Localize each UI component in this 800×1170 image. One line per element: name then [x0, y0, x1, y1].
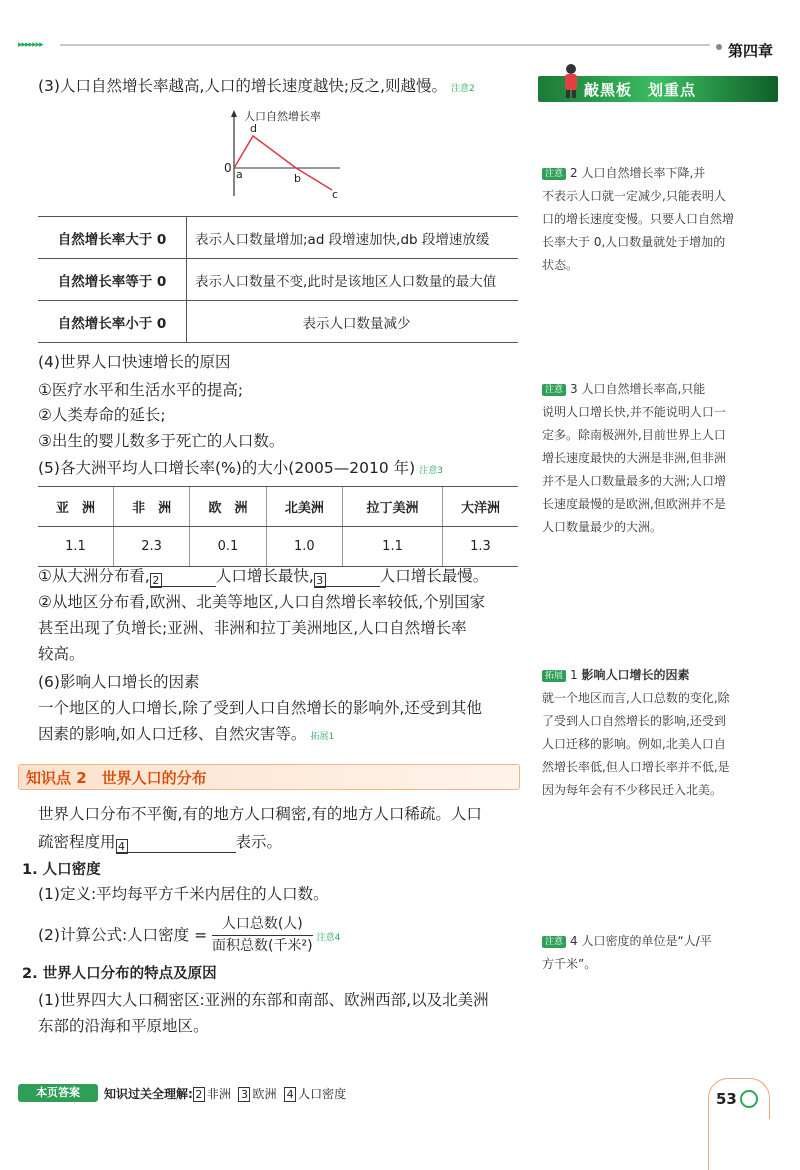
table-header-row: [38, 487, 518, 527]
header-arrows: ▸▸▸▸▸▸▸: [18, 40, 43, 50]
graph-label-a: a: [236, 168, 243, 181]
point6-line-2-wrap: [38, 724, 334, 748]
note-text: 并不是人口数量最多的大洲;人口增: [542, 474, 727, 488]
blank-number: 2: [150, 573, 162, 588]
table-header: 亚 洲: [38, 487, 113, 527]
note-tag: 注意: [542, 384, 566, 396]
blank-4[interactable]: [116, 836, 236, 853]
table-cell: 自然增长率等于 0: [38, 259, 187, 301]
fill-text: 人口增长最快,: [215, 567, 314, 585]
table-header: 北美洲: [266, 487, 342, 527]
ext-text: 了受到人口自然增长的影响,还受到: [542, 714, 726, 728]
dist-line-2: [38, 832, 282, 853]
table-header: 欧 洲: [190, 487, 266, 527]
note-4-box: [542, 930, 712, 976]
answers-line: [104, 1085, 346, 1102]
ext-title: 影响人口增长的因素: [581, 668, 690, 682]
note-3-box: [542, 378, 726, 539]
note-tag: 注意: [542, 168, 566, 180]
note-text: 人口自然增长率高,只能: [581, 382, 706, 396]
table-cell: 自然增长率小于 0: [38, 301, 187, 343]
note-text: 人口自然增长率下降,并: [581, 166, 706, 180]
knowledge-title: 知识点 2 世界人口的分布: [26, 769, 207, 787]
fill-line-3: 甚至出现了负增长;亚洲、非洲和拉丁美洲地区,人口自然增长率: [38, 619, 467, 637]
point4-item-2: ②人类寿命的延长;: [38, 406, 166, 424]
point6-line-1: 一个地区的人口增长,除了受到人口自然增长的影响外,还受到其他: [38, 699, 482, 717]
formula-denominator: 面积总数(千米²): [212, 938, 313, 954]
ext-tag: 拓展: [542, 670, 566, 682]
continent-growth-table: [38, 486, 518, 567]
point4-item-3: ③出生的婴儿数多于死亡的人口数。: [38, 432, 285, 450]
formula-fraction: [212, 914, 313, 957]
density-def: (1)定义:平均每平方千米内居住的人口数。: [38, 885, 329, 903]
banner-title: 敲黑板 划重点: [584, 81, 697, 99]
formula-prefix: (2)计算公式:人口密度 =: [38, 926, 208, 944]
table-row: [38, 217, 518, 259]
answer-number: 2: [193, 1087, 205, 1102]
note-text: 长速度最慢的是欧洲,但欧洲并不是: [542, 497, 726, 511]
note-tag: 注意: [542, 936, 566, 948]
answers-label: 知识过关全理解:: [104, 1087, 193, 1101]
graph-label-d: d: [250, 122, 257, 135]
answers-tag: 本页答案: [18, 1084, 98, 1102]
dist-line-1: 世界人口分布不平衡,有的地方人口稠密,有的地方人口稀疏。人口: [38, 805, 482, 823]
point3-text: [38, 76, 475, 100]
graph-label-b: b: [294, 172, 301, 185]
ext-num: 1: [570, 668, 578, 682]
table-cell: 0.1: [190, 527, 266, 567]
features-line-1: (1)世界四大人口稠密区:亚洲的东部和南部、欧洲西部,以及北美洲: [38, 991, 489, 1009]
table-row: [38, 259, 518, 301]
note-text: 口的增长速度变慢。只要人口自然增: [542, 212, 735, 226]
note-ref-4[interactable]: 注意4: [316, 933, 341, 943]
fill-line-1: [38, 566, 488, 587]
point6-title: (6)影响人口增长的因素: [38, 673, 200, 691]
point5-title-line: [38, 458, 443, 482]
table-header: 拉丁美洲: [343, 487, 443, 527]
note-text: 人口数量最少的大洲。: [542, 520, 663, 534]
table-cell: 表示人口数量增加;ad 段增速加快,db 段增速放缓: [187, 217, 519, 259]
growth-rate-graph: [220, 108, 350, 198]
features-heading: 2. 世界人口分布的特点及原因: [22, 966, 217, 982]
blank-number: 3: [314, 573, 326, 588]
ext-text: 就一个地区而言,人口总数的变化,除: [542, 691, 730, 705]
density-heading: 1. 人口密度: [22, 862, 101, 878]
answer-2: 非洲: [206, 1087, 231, 1101]
ext-1-title-line: [542, 664, 730, 687]
ext-1-box: [542, 664, 730, 802]
note-text: 定多。除南极洲外,目前世界上人口: [542, 428, 726, 442]
features-line-2: 东部的沿海和平原地区。: [38, 1017, 209, 1035]
density-formula: [38, 914, 340, 957]
teacher-icon: [560, 62, 582, 98]
ext-text: 因为每年会有不少移民迁入北美。: [542, 783, 723, 797]
fill-text: ①从大洲分布看,: [38, 567, 150, 585]
note-text: 长率大于 0,人口数量就处于增加的: [542, 235, 726, 249]
note-2-line-1: [542, 162, 734, 185]
note-text: 方千米”。: [542, 957, 597, 971]
table-header: 非 洲: [113, 487, 189, 527]
graph-curve: [234, 136, 332, 190]
ext-ref-1[interactable]: 拓展1: [310, 732, 335, 742]
header-dot: [716, 44, 722, 50]
note-2-box: [542, 162, 734, 277]
note-text: 状态。: [542, 258, 579, 272]
note-text: 人口密度的单位是“人/平: [581, 934, 712, 948]
growth-rate-table: [38, 216, 518, 343]
table-cell: 2.3: [113, 527, 189, 567]
point4-item-1: ①医疗水平和生活水平的提高;: [38, 381, 244, 399]
point4-title: (4)世界人口快速增长的原因: [38, 353, 231, 371]
note-4-line-1: [542, 930, 712, 953]
table-header: 大洋洲: [443, 487, 518, 527]
table-cell: 自然增长率大于 0: [38, 217, 187, 259]
table-row: [38, 527, 518, 567]
answer-number: 4: [284, 1087, 296, 1102]
chapter-title: 第四章: [728, 42, 774, 60]
note-text: 增长速度最快的大洲是非洲,但非洲: [542, 451, 726, 465]
page-number: 53: [716, 1090, 737, 1108]
answer-4: 人口密度: [298, 1087, 347, 1101]
dist-text: 疏密程度用: [38, 833, 116, 851]
note-ref-3[interactable]: 注意3: [419, 466, 443, 476]
page-edge-line: [708, 1110, 709, 1170]
answer-number: 3: [238, 1087, 250, 1102]
note-text: 不表示人口就一定减少,只能表明人: [542, 189, 726, 203]
note-num: 2: [570, 166, 578, 180]
dist-text: 表示。: [235, 833, 283, 851]
point5-title: (5)各大洲平均人口增长率(%)的大小(2005—2010 年): [38, 459, 416, 477]
table-cell: 1.0: [266, 527, 342, 567]
ext-text: 然增长率低,但人口增长率并不低,是: [542, 760, 730, 774]
table-cell: 1.3: [443, 527, 518, 567]
note-3-line-1: [542, 378, 726, 401]
blank-number: 4: [116, 839, 128, 854]
answer-3: 欧洲: [252, 1087, 277, 1101]
blank-3[interactable]: [314, 570, 380, 587]
table-cell: 表示人口数量不变,此时是该地区人口数量的最大值: [187, 259, 519, 301]
ext-text: 人口迁移的影响。例如,北美人口自: [542, 737, 726, 751]
table-row: [38, 301, 518, 343]
point6-line-2: 因素的影响,如人口迁移、自然灾害等。: [38, 725, 307, 743]
note-num: 3: [570, 382, 578, 396]
graph-title: 人口自然增长率: [244, 110, 321, 123]
note-text: 说明人口增长快,并不能说明人口一: [542, 405, 726, 419]
table-cell: 1.1: [38, 527, 113, 567]
graph-label-c: c: [332, 188, 339, 198]
fill-line-4: 较高。: [38, 645, 85, 663]
fill-line-2: ②从地区分布看,欧洲、北美等地区,人口自然增长率较低,个别国家: [38, 593, 486, 611]
formula-numerator: 人口总数(人): [212, 914, 313, 936]
blank-2[interactable]: [150, 570, 216, 587]
header-rule: [60, 44, 710, 46]
point3-body: (3)人口自然增长率越高,人口的增长速度越快;反之,则越慢。: [38, 77, 448, 95]
table-cell: 1.1: [343, 527, 443, 567]
note-num: 4: [570, 934, 578, 948]
page-circle-icon: [740, 1090, 758, 1108]
graph-origin: 0: [224, 161, 232, 175]
note-ref-2[interactable]: 注意2: [451, 84, 475, 94]
fill-text: 人口增长最慢。: [379, 567, 489, 585]
graph-y-arrow: [231, 110, 237, 117]
table-cell: 表示人口数量减少: [187, 301, 519, 343]
